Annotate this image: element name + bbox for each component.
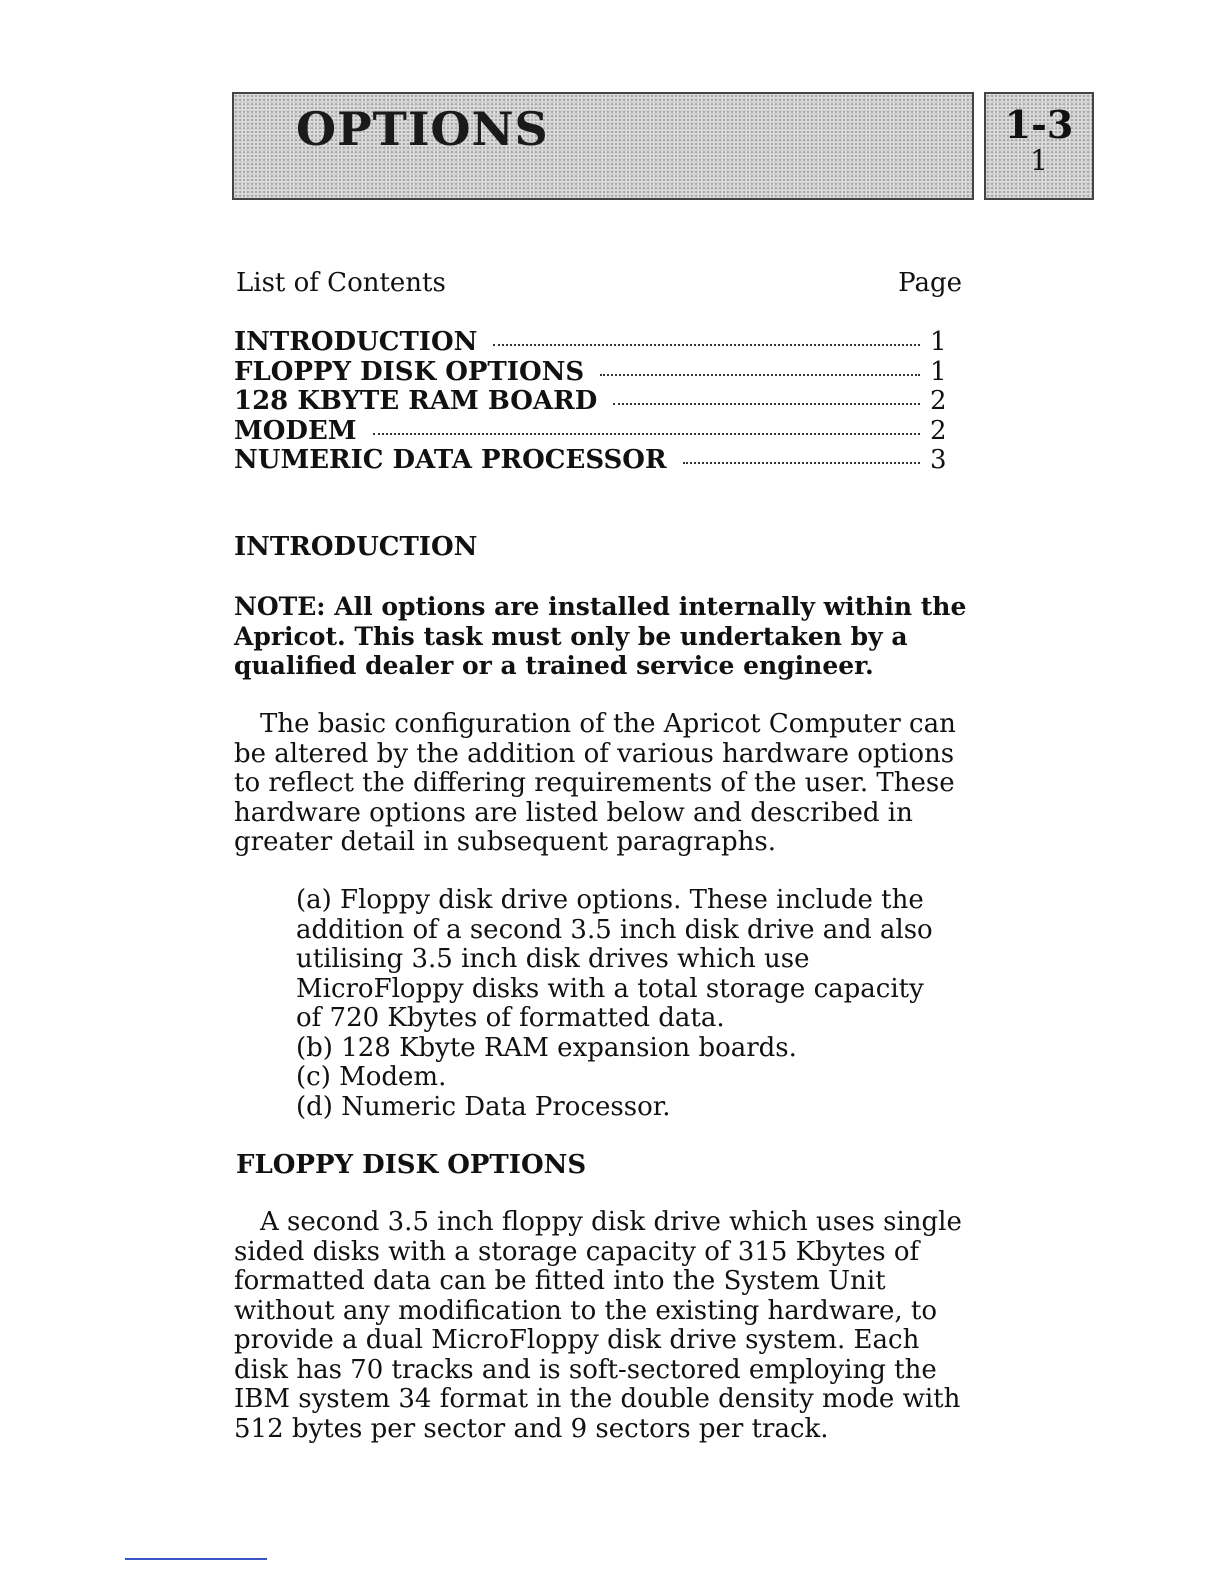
toc-entry-title: NUMERIC DATA PROCESSOR	[234, 445, 667, 475]
page-number: 1	[1030, 144, 1048, 177]
page-number-box	[984, 92, 1094, 200]
toc-entry[interactable]	[234, 446, 946, 476]
toc-entry-page: 2	[930, 386, 947, 416]
toc-entry-page: 1	[930, 356, 947, 387]
toc-entry-page: 3	[930, 445, 947, 475]
toc-entry-title: MODEM	[234, 415, 357, 446]
list-item: (c) Modem.	[296, 1062, 447, 1092]
installation-note: NOTE: All options are installed internally within the Apricot. This task must only be undertaken by a qualified dealer or a trained service engineer.	[234, 592, 967, 680]
toc-leader-dots	[613, 402, 920, 405]
list-item: (d) Numeric Data Processor.	[296, 1091, 671, 1122]
toc-leader-dots	[373, 432, 920, 435]
toc-page-label: Page	[898, 268, 962, 298]
toc-entry[interactable]	[234, 417, 946, 447]
toc-entry-page: 1	[930, 327, 947, 357]
toc-leader-dots	[493, 343, 920, 346]
toc-entry[interactable]	[234, 358, 946, 388]
toc-entry[interactable]	[234, 387, 946, 417]
options-list	[296, 886, 956, 1122]
floppy-paragraph: A second 3.5 inch floppy disk drive which uses single sided disks with a storage capacity of 315 Kbytes of formatted data can be fitted into the System Unit without any modification to the existing hardware, to provide a dual MicroFloppy disk drive system. Each disk has 70 tracks and is soft-sectored employing the IBM system 34 format in the double density mode with 512 bytes per sector and 9 sectors per track.	[234, 1207, 962, 1444]
introduction-paragraph: The basic configuration of the Apricot Computer can be altered by the addition of various hardware options to reflect the differing requirements of the user. These hardware options are listed below and described in greater detail in subsequent paragraphs.	[234, 709, 956, 857]
section-number: 1-3	[1004, 102, 1074, 147]
toc-heading: List of Contents	[236, 268, 446, 298]
toc-entry-title: INTRODUCTION	[234, 327, 478, 357]
toc-entry-page: 2	[930, 415, 947, 446]
chapter-title: OPTIONS	[296, 102, 549, 156]
toc-entry-title: 128 KBYTE RAM BOARD	[234, 386, 598, 416]
list-item: (b) 128 Kbyte RAM expansion boards.	[296, 1032, 797, 1063]
footer-rule	[125, 1558, 267, 1560]
floppy-heading: FLOPPY DISK OPTIONS	[236, 1150, 587, 1180]
toc-entry-title: FLOPPY DISK OPTIONS	[234, 356, 585, 387]
table-of-contents	[234, 328, 946, 476]
toc-leader-dots	[600, 373, 920, 376]
toc-leader-dots	[683, 461, 920, 464]
toc-entry[interactable]	[234, 328, 946, 358]
toc-header	[236, 268, 962, 302]
chapter-title-band	[232, 92, 974, 200]
introduction-heading: INTRODUCTION	[234, 532, 478, 562]
list-item: (a) Floppy disk drive options. These include the addition of a second 3.5 inch disk drive and also utilising 3.5 inch disk drives which use MicroFloppy disks with a total storage capacity of 720 Kbytes of formatted data.	[296, 885, 933, 1033]
